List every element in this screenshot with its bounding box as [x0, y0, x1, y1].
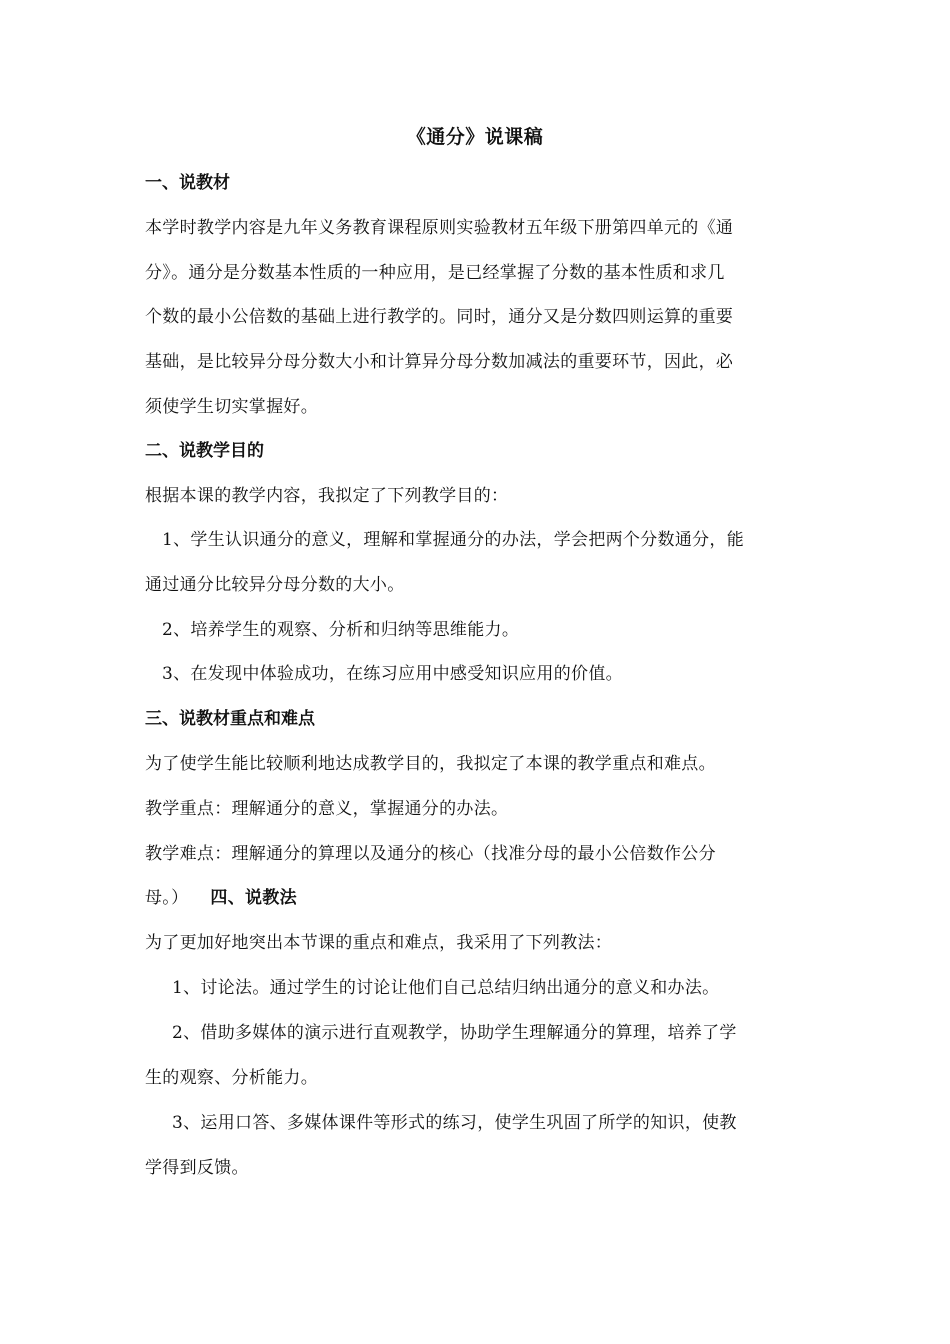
- method-item-2: 2、借助多媒体的演示进行直观教学，协助学生理解通分的算理，培养了学: [172, 1023, 737, 1043]
- goal-item-1-cont: 通过通分比较异分母分数的大小。: [145, 575, 405, 595]
- method-item-3-cont: 学得到反馈。: [145, 1158, 249, 1178]
- goal-item-2: 2、培养学生的观察、分析和归纳等思维能力。: [162, 620, 520, 640]
- goal-item-3: 3、在发现中体验成功，在练习应用中感受知识应用的价值。: [162, 664, 623, 684]
- key-point: 教学重点：理解通分的意义，掌握通分的办法。: [145, 799, 509, 819]
- goal-item-1: 1、学生认识通分的意义，理解和掌握通分的办法，学会把两个分数通分，能: [162, 530, 745, 550]
- section1-line: 本学时教学内容是九年义务教育课程原则实验教材五年级下册第四单元的《通: [145, 218, 734, 238]
- section1-heading: 一、说教材: [145, 173, 230, 193]
- method-item-2-cont: 生的观察、分析能力。: [145, 1068, 318, 1088]
- section1-line: 须使学生切实掌握好。: [145, 397, 318, 417]
- section1-line: 分》。通分是分数基本性质的一种应用，是已经掌握了分数的基本性质和求几: [145, 263, 725, 283]
- difficulty-line: 教学难点：理解通分的算理以及通分的核心（找准分母的最小公倍数作公分: [145, 844, 716, 864]
- section3-intro: 为了使学生能比较顺利地达成教学目的，我拟定了本课的教学重点和难点。: [145, 754, 716, 774]
- section2-intro: 根据本课的教学内容，我拟定了下列教学目的：: [145, 486, 509, 506]
- section2-heading: 二、说教学目的: [145, 441, 264, 461]
- method-item-3: 3、运用口答、多媒体课件等形式的练习，使学生巩固了所学的知识，使教: [172, 1113, 737, 1133]
- section4-intro: 为了更加好地突出本节课的重点和难点，我采用了下列教法：: [145, 933, 613, 953]
- document-title: 《通分》说课稿: [406, 126, 544, 148]
- section4-heading: 四、说教法: [210, 888, 297, 908]
- difficulty-line-end: 母。）: [145, 888, 189, 908]
- difficulty-line-cont: [145, 884, 297, 912]
- method-item-1: 1、讨论法。通过学生的讨论让他们自己总结归纳出通分的意义和办法。: [172, 978, 720, 998]
- section1-line: 个数的最小公倍数的基础上进行教学的。同时，通分又是分数四则运算的重要: [145, 307, 734, 327]
- section1-line: 基础，是比较异分母分数大小和计算异分母分数加减法的重要环节，因此，必: [145, 352, 734, 372]
- section3-heading: 三、说教材重点和难点: [145, 709, 315, 729]
